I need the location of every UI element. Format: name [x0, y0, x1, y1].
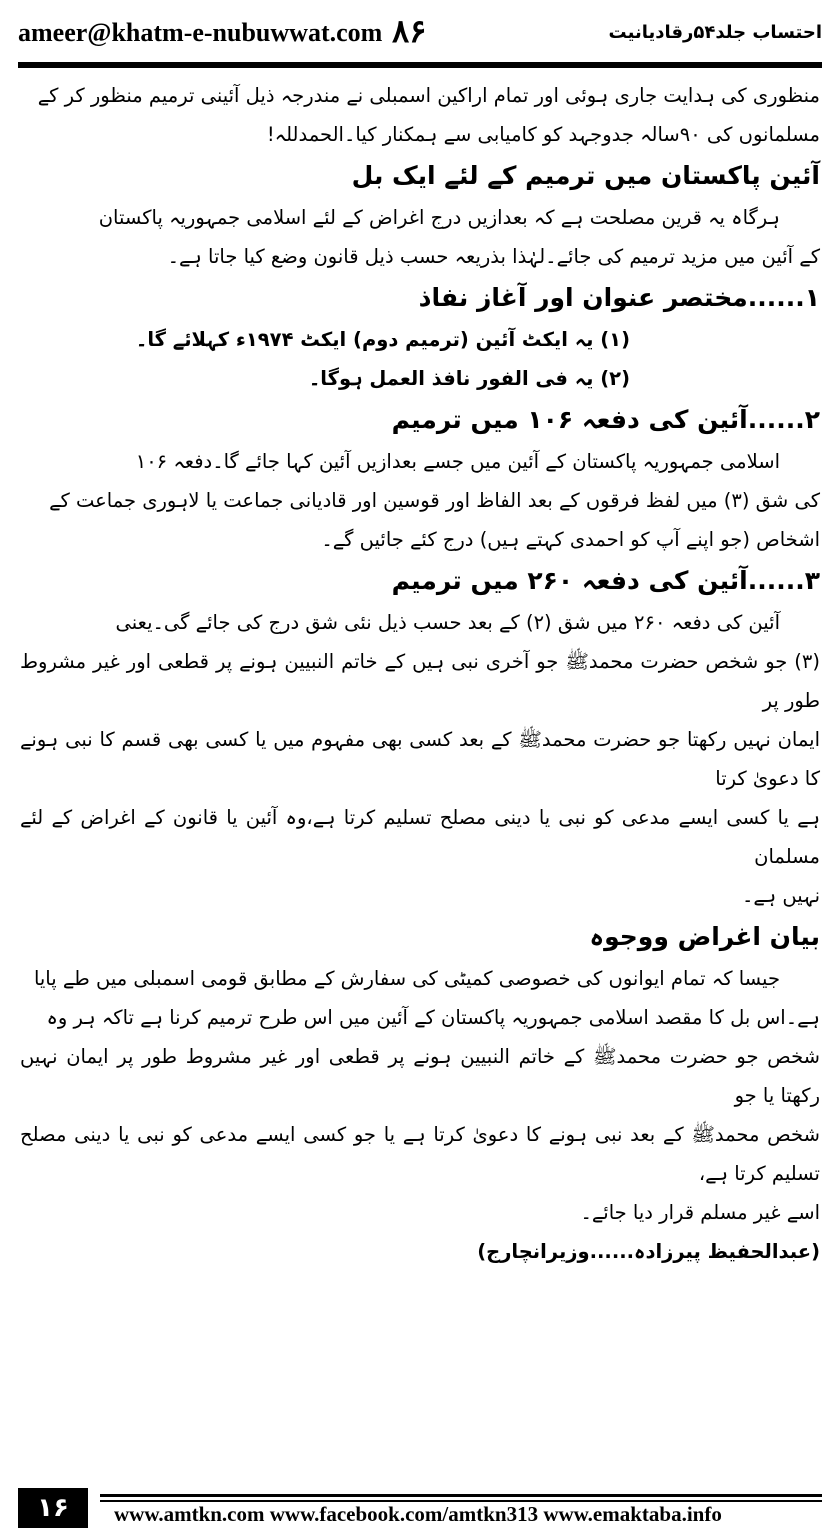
reasons-line-3: شخص جو حضرت محمدﷺ کے خاتم النبیین ہونے پر قطعی اور غیر مشروط طور پر ایمان نہیں رکھتا یا جو: [20, 1045, 820, 1107]
page-header: [18, 10, 822, 54]
section3-line-3: ایمان نہیں رکھتا جو حضرت محمدﷺ کے بعد کسی بھی مفہوم میں یا کسی بھی قسم کا نبی ہونے کا دعویٰ کرتا: [20, 728, 820, 790]
section2-heading: ۲......آئین کی دفعہ ۱۰۶ میں ترمیم: [391, 405, 820, 434]
section2-line-3: اشخاص (جو اپنے آپ کو احمدی کہتے ہیں) درج کئے جائیں گے۔: [321, 528, 820, 551]
section3-line-4: ہے یا کسی ایسے مدعی کو نبی یا دینی مصلح تسلیم کرتا ہے،وہ آئین یا قانون کے اغراض کے لئے مسلمان: [20, 806, 820, 868]
section3-heading: ۳......آئین کی دفعہ ۲۶۰ میں ترمیم: [391, 566, 820, 595]
section2-line-1: اسلامی جمہوریہ پاکستان کے آئین میں جسے بعدازیں آئین کہا جائے گا۔دفعہ ۱۰۶: [135, 450, 780, 473]
preamble-line-1: ہرگاہ یہ قرین مصلحت ہے کہ بعدازیں درج اغراض کے لئے اسلامی جمہوریہ پاکستان: [98, 206, 780, 229]
intro-line-1: منظوری کی ہدایت جاری ہوئی اور تمام اراکین اسمبلی نے مندرجہ ذیل آئینی ترمیم منظور کر کے: [37, 84, 820, 107]
section3-line-1: آئین کی دفعہ ۲۶۰ میں شق (۲) کے بعد حسب ذیل نئی شق درج کی جائے گی۔یعنی: [115, 611, 780, 634]
document-body: [20, 76, 820, 1271]
section1-item-1: (۱) یہ ایکٹ آئین (ترمیم دوم) ایکٹ ۱۹۷۴ء کہلائے گا۔: [135, 328, 630, 351]
header-email: ameer@khatm-e-nubuwwat.com: [18, 18, 383, 47]
reasons-heading: بیان اغراض ووجوہ: [589, 922, 820, 951]
reasons-line-5: اسے غیر مسلم قرار دیا جائے۔: [580, 1201, 820, 1224]
reasons-line-4: شخص محمدﷺ کے بعد نبی ہونے کا دعویٰ کرتا ہے یا جو کسی ایسے مدعی کو نبی یا دینی مصلح تسلیم کرتا ہے،: [20, 1123, 820, 1185]
footer-rule: [100, 1494, 822, 1497]
intro-line-2: مسلمانوں کی ۹۰سالہ جدوجہد کو کامیابی سے ہمکنار کیا۔الحمدللہ!: [266, 123, 820, 146]
section1-item-2: (۲) یہ فی الفور نافذ العمل ہوگا۔: [308, 367, 630, 390]
signature: (عبدالحفیظ پیرزادہ......وزیرانچارج): [477, 1240, 820, 1263]
header-page-number: ۸۶: [392, 12, 427, 50]
header-book-title: احتساب جلد۵۴رقادیانیت: [608, 22, 822, 43]
header-rule: [18, 62, 822, 68]
reasons-line-1: جیسا کہ تمام ایوانوں کی خصوصی کمیٹی کی سفارش کے مطابق قومی اسمبلی میں طے پایا: [33, 967, 780, 990]
reasons-line-2: ہے۔اس بل کا مقصد اسلامی جمہوریہ پاکستان کے آئین میں اس طرح ترمیم کرنا ہے تاکہ ہر وہ: [46, 1006, 820, 1029]
section2-line-2: کی شق (۳) میں لفظ فرقوں کے بعد الفاظ اور قوسین اور قادیانی جماعت یا لاہوری جماعت کے: [49, 489, 820, 512]
footer-links[interactable]: www.amtkn.com www.facebook.com/amtkn313 www.emaktaba.info: [114, 1502, 722, 1526]
bill-title: آئین پاکستان میں ترمیم کے لئے ایک بل: [351, 161, 820, 190]
section3-line-2: (۳) جو شخص حضرت محمدﷺ جو آخری نبی ہیں کے خاتم النبیین ہونے پر قطعی اور غیر مشروط طور پر: [20, 650, 820, 712]
page-footer: [18, 1488, 822, 1528]
preamble-line-2: کے آئین میں مزید ترمیم کی جائے۔لہٰذا بذریعہ حسب ذیل قانون وضع کیا جاتا ہے۔: [167, 245, 820, 268]
footer-page-number: ۱۶: [18, 1488, 88, 1528]
section1-heading: ۱......مختصر عنوان اور آغاز نفاذ: [418, 283, 820, 312]
section3-line-5: نہیں ہے۔: [741, 884, 820, 907]
